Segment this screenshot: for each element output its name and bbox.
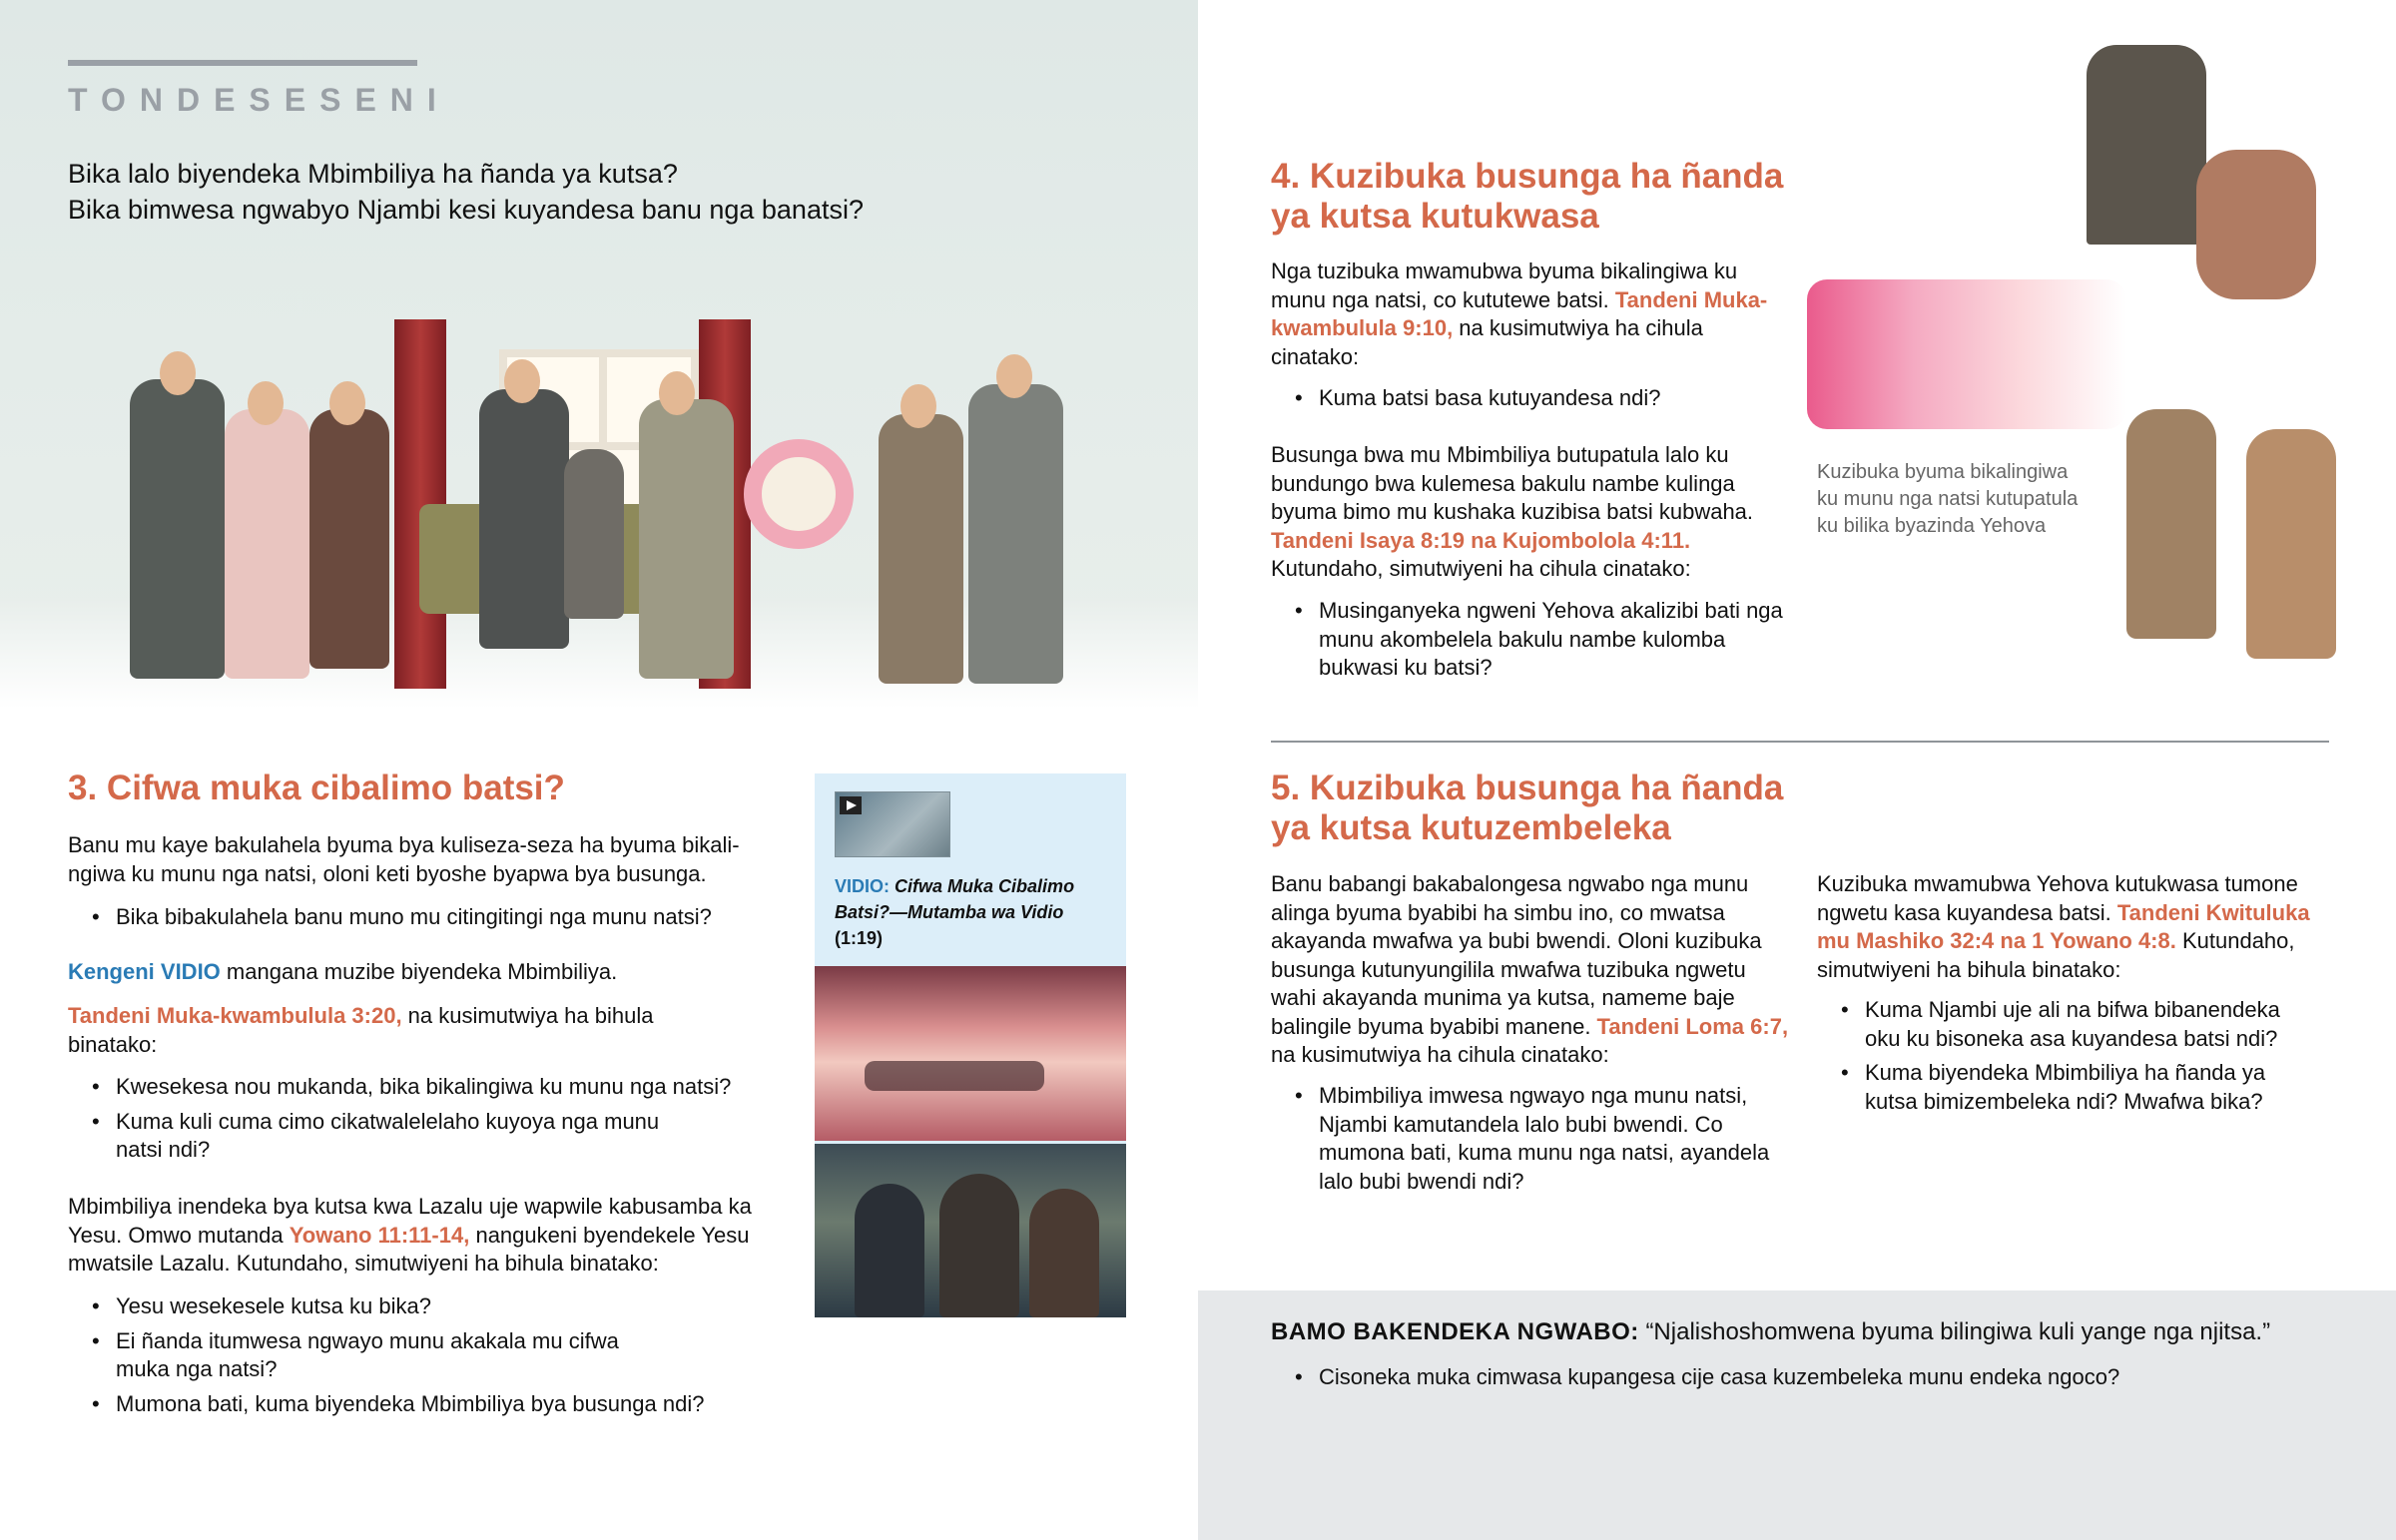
reading-text: na kusimutwiya ha bihula binatako: bbox=[68, 1003, 654, 1057]
video-label: VIDIO: bbox=[835, 876, 891, 896]
section-5-heading-line-1: 5. Kuzibuka busunga ha ñanda bbox=[1271, 769, 1784, 807]
scripture-link[interactable]: Tandeni Muka-kwambulula 9:10, bbox=[1271, 286, 1768, 340]
mourner-head bbox=[248, 381, 284, 425]
scripture-link[interactable]: Tandeni Loma 6:7, bbox=[1596, 1013, 1789, 1039]
section-3-question-list-1 bbox=[68, 903, 787, 938]
paragraph-text: Mbimbiliya inendeka bya kutsa kwa Lazalu uje wapwile kabusamba ka Yesu. Omwo mutanda bbox=[68, 1194, 752, 1248]
kicker-rule bbox=[68, 60, 417, 66]
mourner-head bbox=[329, 381, 365, 425]
memorial-wreath-illustration bbox=[744, 439, 854, 549]
paragraph-text: Kuzibuka mwamubwa Yehova kutukwasa tumone ngwetu kasa kuyandesa batsi. bbox=[1817, 871, 2298, 925]
tombstone-illustration bbox=[2087, 45, 2206, 245]
bed-silhouette bbox=[865, 1061, 1044, 1091]
paragraph-text: Nga tuzibuka mwamubwa byuma bikalingiwa ku munu nga natsi, co kututewe batsi. bbox=[1271, 258, 1738, 312]
paragraph-text: na kusimutwiya ha cihula cinatako: bbox=[1271, 1042, 1609, 1067]
person-silhouette bbox=[1029, 1189, 1099, 1317]
section-4-paragraph-1 bbox=[1271, 257, 1790, 371]
mourner-figure bbox=[130, 379, 225, 679]
paragraph-text: Kutundaho, simutwiyeni ha bihula binatako: bbox=[1817, 928, 2295, 982]
mourner-figure bbox=[309, 409, 389, 669]
section-5-heading bbox=[1271, 769, 1830, 848]
section-4-heading-line-2: ya kutsa kutukwasa bbox=[1271, 197, 1599, 236]
masked-dancer-illustration bbox=[2246, 429, 2336, 659]
funeral-scene-illustration bbox=[120, 299, 1068, 719]
section-3-paragraph-2 bbox=[68, 1193, 767, 1279]
mourner-head bbox=[900, 384, 936, 428]
mourner-head bbox=[996, 354, 1032, 398]
person-silhouette bbox=[939, 1174, 1019, 1317]
scripture-link[interactable]: Tandeni Isaya 8:19 na Kujombolola 4:11. bbox=[1271, 527, 1691, 553]
section-5-question-list-2 bbox=[1817, 996, 2316, 1122]
section-divider bbox=[1271, 741, 2329, 743]
mourner-figure bbox=[968, 384, 1063, 684]
section-5-heading-line-2: ya kutsa kutuzembeleka bbox=[1271, 808, 1671, 847]
section-4-heading-line-1: 4. Kuzibuka busunga ha ñanda bbox=[1271, 157, 1784, 196]
paragraph-text: Kutundaho, simutwiyeni ha cihula cinatako: bbox=[1271, 556, 1691, 581]
grieving-people-image bbox=[815, 1144, 1126, 1317]
video-box[interactable] bbox=[815, 773, 1126, 1317]
question-item: • Kwesekesa nou mukanda, bika bikalingiwa ku munu nga natsi? bbox=[68, 1073, 787, 1102]
section-4-question-list-1 bbox=[1271, 384, 1790, 419]
question-item: • Mbimbiliya imwesa ngwayo nga munu natsi, Njambi kamutandela lalo bubi bwendi. Co mumona bati, kuma munu nga natsi, ayandela lalo bubi bwendi ndi? bbox=[1271, 1082, 1770, 1196]
mourner-head bbox=[659, 371, 695, 415]
question-item: • Kuma biyendeka Mbimbiliya ha ñanda ya kutsa bimizembeleka ndi? Mwafwa bika? bbox=[1817, 1059, 2316, 1116]
section-5-question-list-1 bbox=[1271, 1082, 1770, 1202]
paragraph-text: Busunga bwa mu Mbimbiliya butupatula lalo ku bundungo bwa kulemesa bakulu nambe kulinga byuma bimo mu kushaka kuzibisa batsi kubwaha. bbox=[1271, 442, 1754, 524]
scripture-link[interactable]: Yowano 11:11-14, bbox=[289, 1222, 470, 1248]
paragraph-text: na kusimutwiya ha cihula cinatako: bbox=[1271, 315, 1703, 369]
intro-questions bbox=[68, 156, 864, 228]
kicker-label: TONDESESENI bbox=[68, 82, 450, 118]
intro-line-1: Bika lalo biyendeka Mbimbiliya ha ñanda ya kutsa? bbox=[68, 159, 678, 189]
question-item: • Kuma Njambi uje ali na bifwa bibanendeka oku ku bisoneka asa kuyandesa batsi ndi? bbox=[1817, 996, 2316, 1053]
mourner-head bbox=[504, 359, 540, 403]
section-3-paragraph-1: Banu mu kaye bakulahela byuma bya kuliseza-seza ha byuma bikali- ngiwa ku munu nga natsi, oloni keti byoshe byapwa bya busunga. bbox=[68, 832, 740, 886]
section-3-video-instruction bbox=[68, 958, 787, 987]
section-3-question-list-3 bbox=[68, 1292, 787, 1424]
section-5-paragraph-1 bbox=[1271, 870, 1790, 1070]
objection-callout bbox=[1271, 1315, 2369, 1349]
paragraph-text: Banu babangi bakabalongesa ngwabo nga munu alinga byuma byabibi ha simbu ino, co mwatsa akayanda mwafwa ya bubi bwendi. Oloni kuzibuka busunga kutunyungilila mwafwa tuzibuka ngwetu wahi akayanda munima ya kutsa, nameme baje balingile byuma byabibi manene. bbox=[1271, 871, 1762, 1039]
question-item: • Cisoneka muka cimwasa kupangesa cije casa kuzembeleka munu endeka ngoco? bbox=[1271, 1363, 2369, 1392]
section-4-heading bbox=[1271, 157, 1830, 237]
festival-parade-illustration bbox=[1807, 279, 2126, 429]
intro-line-2: Bika bimwesa ngwabyo Njambi kesi kuyandesa banu nga banatsi? bbox=[68, 195, 864, 225]
mourner-figure bbox=[879, 414, 963, 684]
section-4-paragraph-2 bbox=[1271, 441, 1790, 584]
masked-dancer-illustration bbox=[2126, 409, 2216, 639]
scripture-link[interactable]: Tandeni Kwituluka mu Mashiko 32:4 na 1 Yowano 4:8. bbox=[1817, 899, 2310, 953]
video-title: Cifwa Muka Cibalimo Batsi?—Mutamba wa Vidio bbox=[835, 876, 1075, 922]
question-item: • Bika bibakulahela banu muno mu citingitingi nga munu natsi? bbox=[68, 903, 787, 932]
section-3-reading-1 bbox=[68, 1002, 707, 1059]
section-3-heading: 3. Cifwa muka cibalimo batsi? bbox=[68, 769, 565, 807]
section-4-question-list-2 bbox=[1271, 597, 1790, 689]
objection-quote: “Njalishoshomwena byuma bilingiwa kuli yange nga njitsa.” bbox=[1645, 1318, 2271, 1345]
paragraph-text: nangukeni byendekele Yesu mwatsile Lazalu. Kutundaho, simutwiyeni ha bihula binatako: bbox=[68, 1222, 750, 1276]
mourner-head bbox=[160, 351, 196, 395]
question-item: • Yesu wesekesele kutsa ku bika? bbox=[68, 1292, 787, 1321]
objection-label: BAMO BAKENDEKA NGWABO: bbox=[1271, 1318, 1639, 1345]
mourner-figure bbox=[225, 409, 309, 679]
question-item: • Kuma batsi basa kutuyandesa ndi? bbox=[1271, 384, 1790, 413]
kneeling-man-illustration bbox=[2196, 150, 2316, 299]
person-silhouette bbox=[855, 1184, 924, 1317]
question-item: • Kuma kuli cuma cimo cikatwalelelaho kuyoya nga munu natsi ndi? bbox=[68, 1108, 667, 1165]
question-item: • Ei ñanda itumwesa ngwayo munu akakala mu cifwa muka nga natsi? bbox=[68, 1327, 667, 1384]
video-duration: (1:19) bbox=[835, 928, 884, 948]
play-icon[interactable] bbox=[840, 796, 862, 814]
grieving-father-figure bbox=[479, 389, 569, 649]
hospital-bed-image bbox=[815, 966, 1126, 1141]
illustration-caption: Kuzibuka byuma bikalingiwa ku munu nga natsi kutupatula ku bilika byazinda Yehova bbox=[1817, 461, 2079, 537]
question-item: • Musinganyeka ngweni Yehova akalizibi bati nga munu akombelela bakulu nambe kulomba bukwasi ku batsi? bbox=[1271, 597, 1790, 683]
child-figure bbox=[564, 449, 624, 619]
section-5-paragraph-2 bbox=[1817, 870, 2336, 984]
section-3-question-list-2 bbox=[68, 1073, 787, 1171]
video-instruction-text: mangana muzibe biyendeka Mbimbiliya. bbox=[220, 959, 618, 984]
traditions-illustration bbox=[1797, 30, 2396, 689]
video-caption bbox=[835, 873, 1114, 951]
objection-question-list bbox=[1271, 1363, 2369, 1398]
video-thumbnail[interactable] bbox=[835, 791, 950, 857]
scripture-link[interactable]: Tandeni Muka-kwambulula 3:20, bbox=[68, 1003, 402, 1028]
mourner-figure bbox=[639, 399, 734, 679]
video-link[interactable]: Kengeni VIDIO bbox=[68, 959, 221, 984]
question-item: • Mumona bati, kuma biyendeka Mbimbiliya bya busunga ndi? bbox=[68, 1390, 787, 1419]
